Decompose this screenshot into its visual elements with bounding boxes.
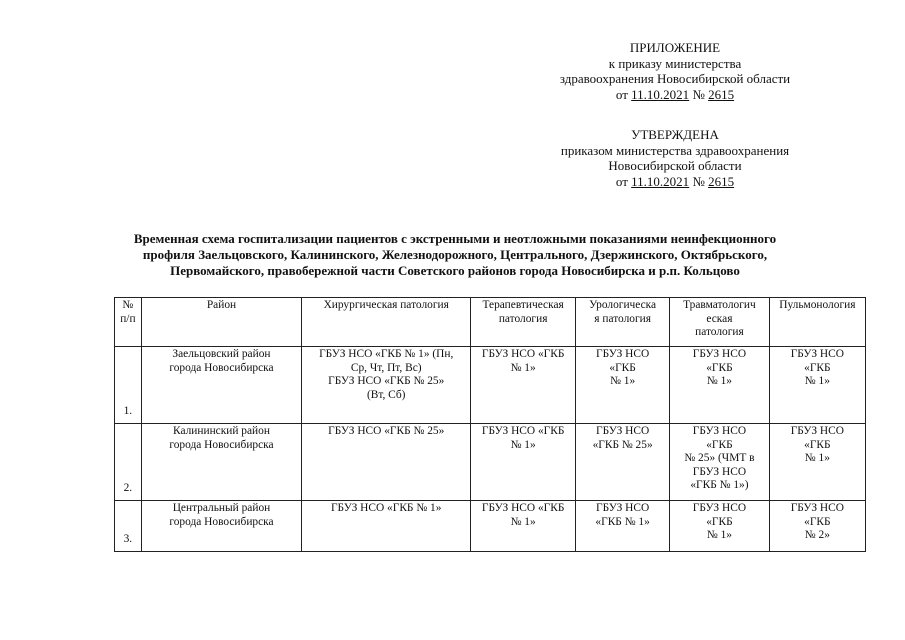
- cell-line: № 1»: [510, 438, 536, 451]
- cell-line: города Новосибирска: [169, 515, 274, 528]
- cell-therapeutic: [471, 501, 576, 552]
- cell-line: ГБУЗ НСО: [595, 425, 650, 437]
- cell-line: Урологическа: [589, 299, 657, 311]
- cell-pulmonology: [769, 501, 865, 552]
- cell-line: Калининский район: [173, 425, 270, 437]
- cell-line: Ср, Чт, Пт, Вс): [350, 361, 422, 374]
- cell-line: ГБУЗ НСО: [595, 348, 650, 360]
- row-number: 2.: [115, 424, 142, 501]
- title-line: профиля Заельцовского, Калининского, Железнодорожного, Центрального, Дзержинского, Октябрьского,: [142, 247, 768, 262]
- approved-order-ref: приказом министерства здравоохранения: [560, 142, 790, 158]
- cell-line: патология: [498, 312, 548, 325]
- cell-line: ГБУЗ НСО: [692, 348, 747, 360]
- cell-line: Район: [206, 299, 237, 311]
- approved-date: 11.10.2021: [631, 173, 690, 189]
- approved-label: УТВЕРЖДЕНА: [631, 127, 719, 142]
- cell-line: ГБУЗ НСО: [692, 425, 747, 437]
- cell-line: № 1»: [804, 452, 830, 465]
- approved-region: Новосибирской области: [608, 158, 742, 173]
- appendix-number: 2615: [708, 86, 735, 102]
- cell-line: «ГКБ: [706, 515, 733, 528]
- hospitalization-table: [114, 297, 866, 552]
- cell-line: «ГКБ: [804, 438, 831, 451]
- cell-line: «ГКБ: [706, 438, 733, 451]
- cell-line: «ГКБ № 25»: [592, 438, 653, 451]
- title-line: Временная схема госпитализации пациентов с экстренными и неотложными показаниями неинфекционного: [133, 231, 777, 246]
- row-number: 3.: [115, 501, 142, 552]
- table-row: [115, 424, 866, 501]
- cell-surgical: [302, 424, 471, 501]
- cell-district: [141, 347, 301, 424]
- cell-line: ГБУЗ НСО: [790, 502, 844, 514]
- cell-line: № 1»: [706, 529, 732, 542]
- cell-line: «ГКБ № 1»): [690, 479, 749, 492]
- cell-line: № 1»: [510, 515, 536, 528]
- cell-line: ГБУЗ НСО «ГКБ № 25»: [328, 375, 445, 388]
- cell-line: «ГКБ: [804, 515, 831, 528]
- cell-line: ГБУЗ НСО: [595, 502, 650, 514]
- cell-line: «ГКБ: [804, 361, 831, 374]
- cell-line: Травматологич: [683, 299, 756, 311]
- document-title: [60, 231, 850, 279]
- row-number: 1.: [115, 347, 142, 424]
- cell-line: «ГКБ: [609, 361, 636, 374]
- cell-district: [141, 501, 301, 552]
- cell-pulmonology: [769, 424, 865, 501]
- cell-line: «ГКБ: [706, 361, 733, 374]
- cell-line: города Новосибирска: [169, 438, 274, 451]
- cell-line: еская: [706, 312, 733, 325]
- cell-line: № 1»: [706, 375, 732, 388]
- cell-line: Хирургическая патология: [323, 299, 449, 311]
- header-surgical: [302, 298, 471, 347]
- approved-number: 2615: [708, 173, 735, 189]
- approved-header: [520, 127, 830, 189]
- cell-line: ГБУЗ НСО: [692, 465, 747, 478]
- cell-urological: [576, 347, 670, 424]
- cell-district: [141, 424, 301, 501]
- cell-line: ГБУЗ НСО «ГКБ: [481, 502, 565, 514]
- header-pulmonology: [769, 298, 865, 347]
- cell-line: ГБУЗ НСО «ГКБ № 25»: [328, 425, 445, 437]
- cell-therapeutic: [471, 347, 576, 424]
- cell-line: № 2»: [804, 529, 830, 542]
- appendix-ministry: здравоохранения Новосибирской области: [559, 71, 791, 86]
- cell-line: ГБУЗ НСО: [790, 348, 844, 360]
- cell-line: Центральный район: [172, 502, 271, 514]
- cell-line: Терапевтическая: [482, 299, 564, 311]
- cell-line: п/п: [120, 312, 136, 325]
- title-line: Первомайского, правобережной части Советского районов города Новосибирска и р.п. Кольцово: [170, 263, 740, 278]
- cell-therapeutic: [471, 424, 576, 501]
- cell-line: Пульмонология: [779, 299, 856, 311]
- cell-pulmonology: [769, 347, 865, 424]
- cell-line: ГБУЗ НСО «ГКБ № 1» (Пн,: [319, 348, 454, 360]
- cell-trauma: [670, 347, 769, 424]
- cell-urological: [576, 424, 670, 501]
- cell-line: ГБУЗ НСО «ГКБ: [481, 348, 565, 360]
- table-row: [115, 501, 866, 552]
- header-therapeutic: [471, 298, 576, 347]
- cell-trauma: [670, 501, 769, 552]
- appendix-date: 11.10.2021: [631, 86, 690, 102]
- header-district: [141, 298, 301, 347]
- cell-line: № 25» (ЧМТ в: [684, 452, 755, 465]
- appendix-order-ref: к приказу министерства: [608, 55, 742, 71]
- cell-line: ГБУЗ НСО «ГКБ: [481, 425, 565, 437]
- cell-line: Заельцовский район: [172, 348, 271, 360]
- cell-line: № 1»: [804, 375, 830, 388]
- cell-line: (Вт, Сб): [366, 388, 406, 401]
- appendix-date-line: от 11.10.2021 № 2615: [615, 86, 735, 102]
- appendix-header: [520, 40, 830, 102]
- cell-line: ГБУЗ НСО: [692, 502, 747, 514]
- cell-line: патология: [695, 326, 744, 339]
- header-urological: [576, 298, 670, 347]
- cell-trauma: [670, 424, 769, 501]
- cell-line: № 1»: [610, 375, 636, 388]
- cell-line: ГБУЗ НСО «ГКБ № 1»: [330, 502, 442, 514]
- approved-date-line: от 11.10.2021 № 2615: [615, 173, 735, 189]
- cell-line: №: [122, 299, 134, 311]
- table-row: [115, 347, 866, 424]
- cell-surgical: [302, 347, 471, 424]
- cell-line: я патология: [594, 312, 651, 325]
- header-number: [115, 298, 142, 347]
- cell-line: ГБУЗ НСО: [790, 425, 844, 437]
- header-trauma: [670, 298, 769, 347]
- cell-line: № 1»: [510, 361, 536, 374]
- table-header-row: [115, 298, 866, 347]
- cell-surgical: [302, 501, 471, 552]
- cell-urological: [576, 501, 670, 552]
- appendix-label: ПРИЛОЖЕНИЕ: [629, 40, 721, 55]
- cell-line: «ГКБ № 1»: [595, 515, 650, 528]
- cell-line: города Новосибирска: [169, 361, 274, 374]
